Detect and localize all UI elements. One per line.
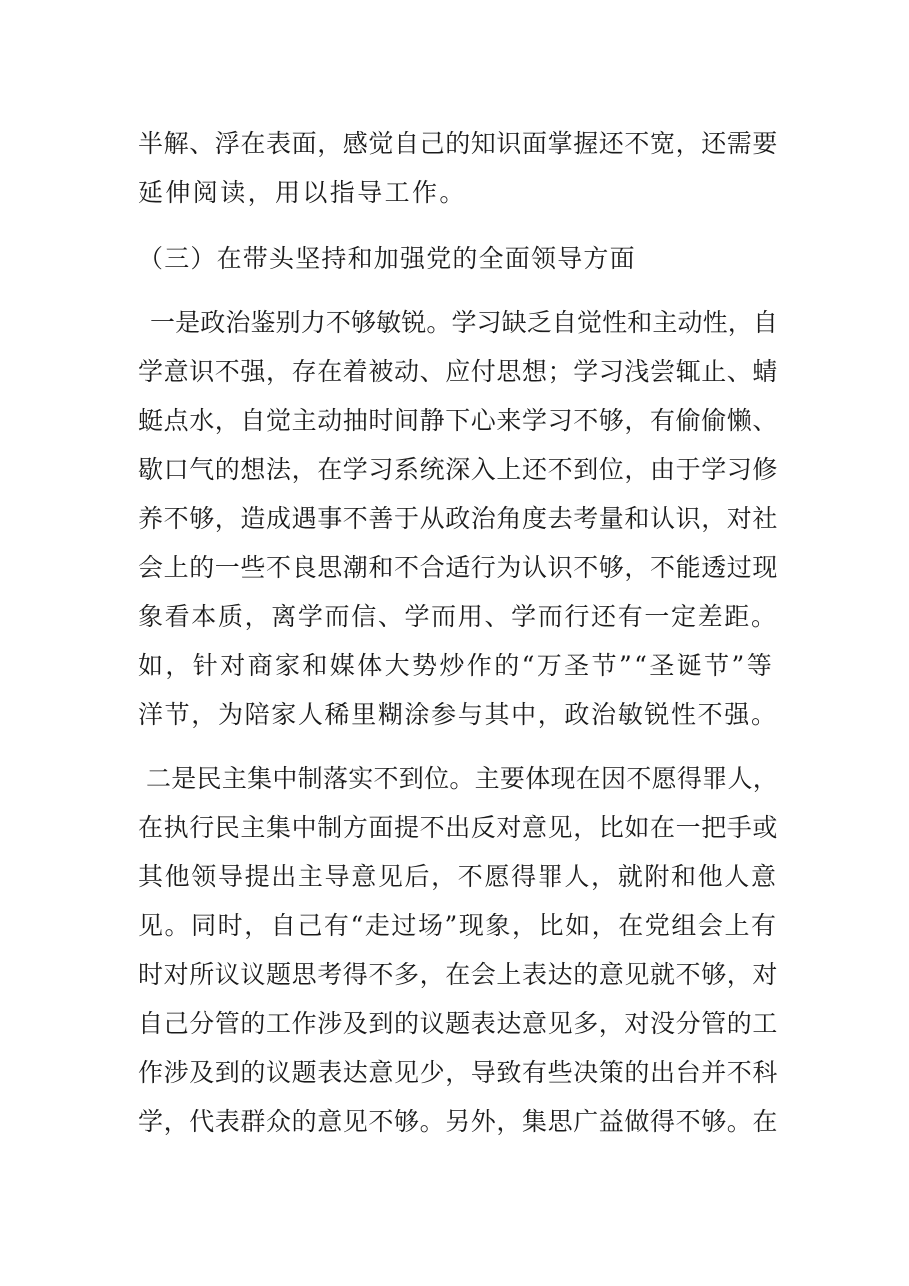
text-line: 时对所议议题思考得不多，在会上表达的意见就不够，对 bbox=[138, 960, 779, 989]
text-line: 见。同时，自己有“走过场”现象，比如，在党组会上有 bbox=[138, 911, 778, 940]
text-line: 自己分管的工作涉及到的议题表达意见多，对没分管的工 bbox=[138, 1009, 779, 1038]
text-line: 一是政治鉴别力不够敏锐。学习缺乏自觉性和主动性，自 bbox=[150, 308, 779, 337]
text-line: 在执行民主集中制方面提不出反对意见，比如在一把手或 bbox=[138, 813, 779, 842]
text-line: 蜓点水，自觉主动抽时间静下心来学习不够，有偷偷懒、 bbox=[138, 406, 779, 435]
text-line: 其他领导提出主导意见后，不愿得罪人，就附和他人意 bbox=[138, 862, 778, 891]
text-line: 如，针对商家和媒体大势炒作的“万圣节”“圣诞节”等 bbox=[138, 651, 775, 680]
text-line: 养不够，造成遇事不善于从政治角度去考量和认识，对社 bbox=[138, 504, 779, 533]
text-line: 作涉及到的议题表达意见少，导致有些决策的出台并不科 bbox=[138, 1058, 779, 1087]
text-line: 歇口气的想法，在学习系统深入上还不到位，由于学习修 bbox=[138, 455, 779, 484]
text-line: 学意识不强，存在着被动、应付思想；学习浅尝辄止、蜻 bbox=[138, 357, 779, 386]
section-heading: （三）在带头坚持和加强党的全面领导方面 bbox=[138, 244, 636, 273]
text-line: 会上的一些不良思潮和不合适行为认识不够，不能透过现 bbox=[138, 553, 779, 582]
text-line: 二是民主集中制落实不到位。主要体现在因不愿得罪人， bbox=[146, 764, 779, 793]
text-line: 洋节，为陪家人稀里糊涂参与其中，政治敏锐性不强。 bbox=[138, 700, 778, 729]
text-line: 延伸阅读，用以指导工作。 bbox=[138, 178, 467, 207]
text-line: 半解、浮在表面，感觉自己的知识面掌握还不宽，还需要 bbox=[138, 129, 779, 158]
text-line: 学，代表群众的意见不够。另外，集思广益做得不够。在 bbox=[138, 1107, 779, 1136]
text-line: 象看本质，离学而信、学而用、学而行还有一定差距。 bbox=[138, 602, 778, 631]
